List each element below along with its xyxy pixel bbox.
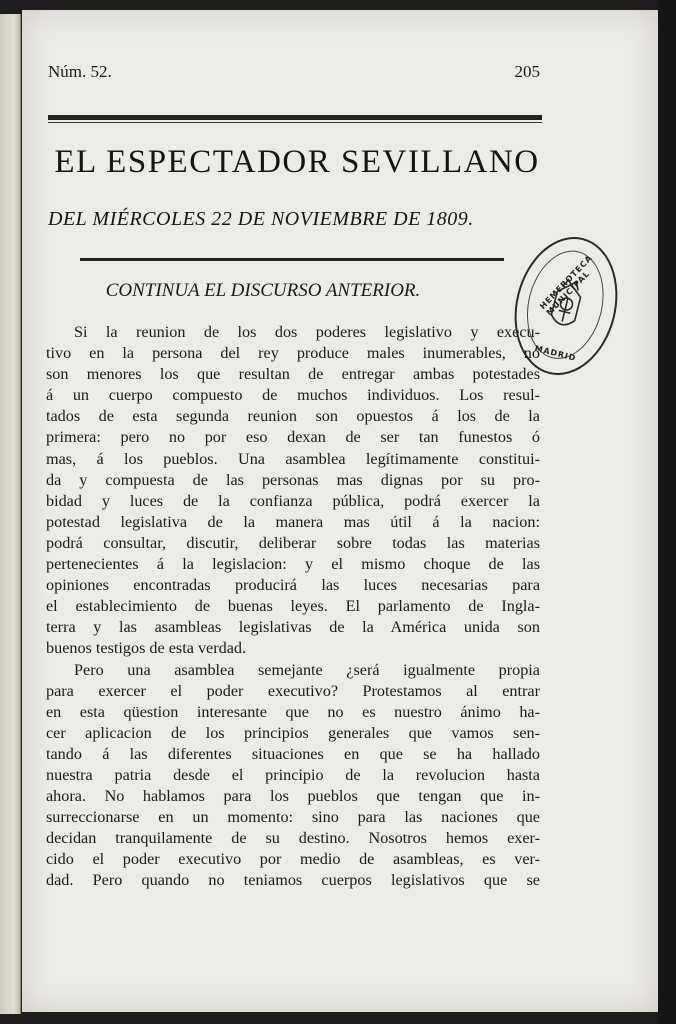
page-number: 205: [514, 62, 540, 81]
article-line: el establecimiento de buenas leyes. El parlamento de Ingla-: [46, 597, 540, 616]
section-title: CONTINUA EL DISCURSO ANTERIOR.: [105, 280, 421, 301]
article-body: [46, 322, 540, 892]
article-line: bidad y luces de la confianza pública, podrá exercer la: [46, 491, 540, 510]
article-line: á un cuerpo compuesto de muchos individuos. Los resul-: [46, 386, 540, 405]
article-line: dad. Pero quando no teniamos cuerpos legislativos que se: [46, 871, 540, 890]
article-line: opiniones encontradas producirá las luces necesarias para: [46, 576, 540, 595]
issue-number: Núm. 52.: [48, 62, 112, 81]
article-line: mas, á los pueblos. Una asamblea legítimamente constitui-: [46, 449, 540, 468]
article-line: tivo en la persona del rey produce males inumerables, no: [46, 344, 540, 363]
article-line: podrá consultar, discutir, deliberar sobre todas las materias: [46, 533, 540, 552]
article-line: primera: pero no por eso dexan de ser tan funestos ó: [46, 428, 540, 447]
previous-page-edge: [0, 14, 21, 1014]
header-rule-thick: [48, 115, 542, 120]
page-header: [48, 62, 540, 86]
article-line: da y compuesta de las personas mas dignas por su pro-: [46, 470, 540, 489]
article-line: surreccionarse en un momento: sino para las naciones que: [46, 808, 540, 827]
dateline-rule: [80, 258, 504, 261]
article-line: tando á las diferentes situaciones en que se ha hallado: [46, 744, 540, 763]
article-line: en esta qüestion interesante que no es nuestro ánimo ha-: [46, 702, 540, 721]
article-line: potestad legislativa de la manera mas útil á la nacion:: [46, 512, 540, 531]
article-line: cido el poder executivo por medio de asambleas, es ver-: [46, 850, 540, 869]
stamp-text-top: HEMEROTECA MUNICIPAL: [538, 253, 595, 318]
article-line: Pero una asamblea semejante ¿será igualmente propia: [74, 660, 540, 679]
header-rule-thin: [48, 122, 542, 123]
article-line: Si la reunion de los dos poderes legislativo y execu-: [74, 323, 540, 341]
article-line: ahora. No hablamos para los pueblos que tengan que in-: [46, 787, 540, 806]
scan-border: [658, 0, 676, 1024]
article-line: nuestra patria desde el principio de la revolucion hasta: [46, 765, 540, 784]
article-line: cer aplicacion de los principios generales que vamos sen-: [46, 723, 540, 742]
article-line: terra y las asambleas legislativas de la América unida son: [46, 618, 540, 637]
article-line: buenos testigos de esta verdad.: [46, 639, 247, 658]
article-line: son menores los que resultan de entregar ambas potestades: [46, 365, 540, 384]
masthead-title: EL ESPECTADOR SEVILLANO: [54, 144, 540, 180]
stamp-text-bottom: MADRID: [533, 343, 578, 363]
article-line: pertenecientes á la legislacion: y el mismo choque de las: [46, 555, 540, 574]
article-line: tados de esta segunda reunion son opuestos á los de la: [46, 407, 540, 426]
article-line: para exercer el poder executivo? Protestamos al entrar: [46, 681, 540, 700]
article-line: decidan tranquilamente de su destino. Nosotros hemos exer-: [46, 829, 540, 848]
masthead-dateline: DEL MIÉRCOLES 22 DE NOVIEMBRE DE 1809.: [48, 208, 474, 230]
